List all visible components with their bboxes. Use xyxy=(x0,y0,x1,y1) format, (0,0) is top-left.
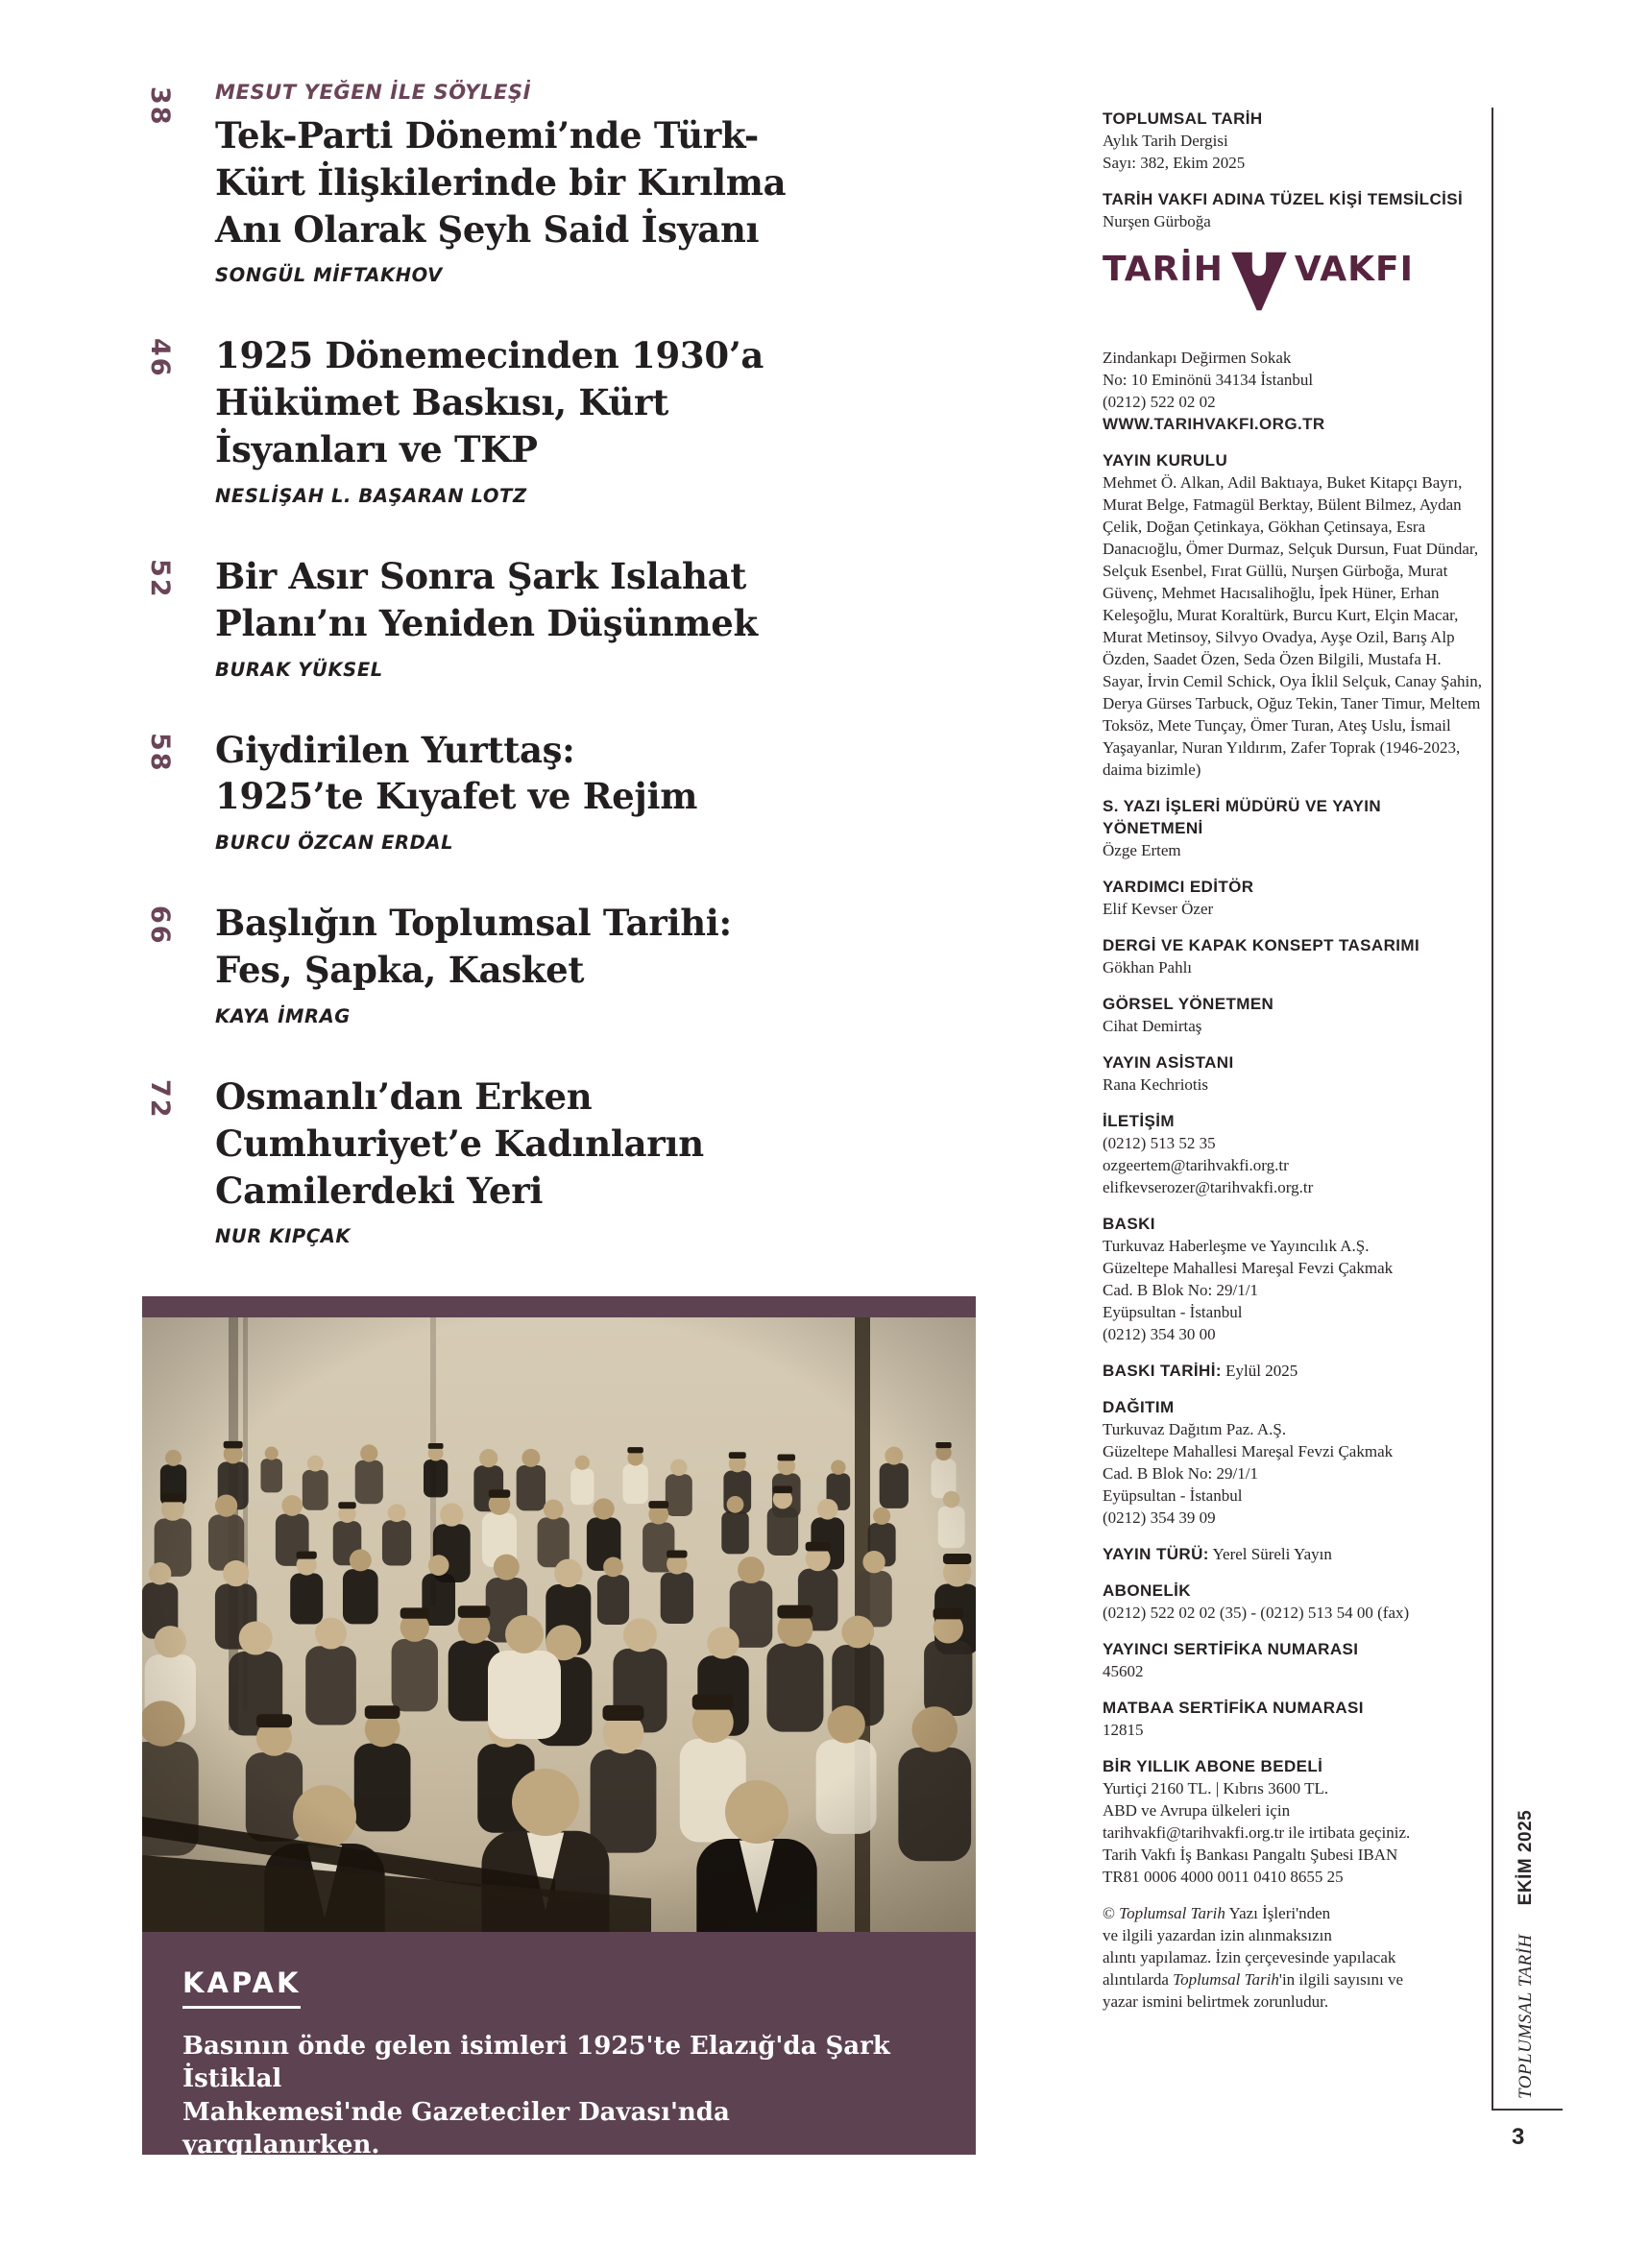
sidebar-rotated-text xyxy=(1516,1810,1537,2099)
caption-text: Basının önde gelen isimleri 1925'te Elazığ'da Şark İstiklal Mahkemesi'nde Gazeteciler Davası'nda yargılanırken. xyxy=(182,2032,890,2159)
masthead-label: DERGİ VE KAPAK KONSEPT TASARIMI xyxy=(1103,936,1420,954)
masthead-line: ABD ve Avrupa ülkeleri için xyxy=(1103,1801,1291,1820)
masthead-label: MATBAA SERTİFİKA NUMARASI xyxy=(1103,1699,1364,1717)
masthead-line: Tarih Vakfı İş Bankası Pangaltı Şubesi IBAN xyxy=(1103,1846,1398,1864)
toc-article xyxy=(140,727,989,855)
article-page-number: 72 xyxy=(145,1078,175,1120)
masthead-label: DAĞITIM xyxy=(1103,1398,1175,1416)
masthead-line: Cad. B Blok No: 29/1/1 xyxy=(1103,1464,1258,1483)
tarih-vakfi-v-icon xyxy=(1230,247,1288,316)
article-author: BURAK YÜKSEL xyxy=(215,658,383,681)
masthead-art-director xyxy=(1103,993,1483,1037)
article-page-number: 38 xyxy=(145,86,175,127)
masthead-line: ozgeertem@tarihvakfi.org.tr xyxy=(1103,1156,1289,1174)
caption-title: KAPAK xyxy=(182,1966,301,2009)
masthead-line: Mehmet Ö. Alkan, Adil Baktıaya, Buket Kitapçı Bayrı, Murat Belge, Fatmagül Berktay, Bülent Bilmez, Aydan Çelik, Doğan Çetinkaya, Gökhan Çetinsaya, Esra Danacıoğlu, Ömer Durmaz, Selçuk Dursun, Fuat Dündar, Selçuk Esenbel, Fırat Güllü, Nurşen Gürboğa, Murat Güvenç, Mehmet Hacısalihoğlu, İpek Hüner, Erhan Keleşoğlu, Murat Koraltürk, Burcu Kurt, Elçin Macar, Murat Metinsoy, Silvyo Ovadya, Ayşe Ozil, Barış Alp Özden, Saadet Özen, Seda Özen Bilgili, Mustafa H. Sayar, İrvin Cemil Schick, Oya İklil Selçuk, Canay Şahin, Derya Gürses Tarbuck, Oğuz Tekin, Taner Timur, Meltem Toksöz, Mete Tunçay, Ömer Turan, Ateş Uslu, İsmail Yaşayanlar, Nuran Yıldırım, Zafer Toprak (1946-2023, daima bizimle) xyxy=(1103,473,1482,779)
masthead-line: WWW.TARIHVAKFI.ORG.TR xyxy=(1103,415,1325,433)
masthead-label: İLETİŞİM xyxy=(1103,1112,1175,1130)
masthead-label: YAYIN ASİSTANI xyxy=(1103,1053,1234,1072)
article-author: SONGÜL MİFTAKHOV xyxy=(215,264,443,287)
logo-word-left: TARİH xyxy=(1103,250,1224,289)
toc-article xyxy=(140,332,989,506)
masthead-label: BASKI TARİHİ: Eylül 2025 xyxy=(1103,1362,1298,1380)
masthead-line: Eyüpsultan - İstanbul xyxy=(1103,1486,1243,1505)
masthead-copyright xyxy=(1103,1902,1483,2013)
masthead-line: Cad. B Blok No: 29/1/1 xyxy=(1103,1281,1258,1299)
article-author: BURCU ÖZCAN ERDAL xyxy=(215,832,454,855)
masthead-label: S. YAZI İŞLERİ MÜDÜRÜ VE YAYIN YÖNETMENİ xyxy=(1103,797,1382,837)
masthead-printing xyxy=(1103,1213,1483,1345)
article-page-number: 58 xyxy=(145,732,175,773)
vertical-rule xyxy=(1492,108,1493,2111)
masthead-line: 45602 xyxy=(1103,1662,1144,1680)
caption-source: Kaynak: Pera Mezat. xyxy=(182,2165,445,2195)
masthead-line: (0212) 354 30 00 xyxy=(1103,1325,1216,1343)
article-title: Giydirilen Yurttaş: 1925’te Kıyafet ve Rejim xyxy=(215,728,698,818)
masthead-representative xyxy=(1103,188,1483,232)
masthead-line: Güzeltepe Mahallesi Mareşal Fevzi Çakmak xyxy=(1103,1259,1394,1277)
article-page-number: 46 xyxy=(145,338,175,379)
article-kicker: MESUT YEĞEN İLE SÖYLEŞİ xyxy=(215,81,532,104)
cover-block xyxy=(142,1296,976,2195)
article-page-number: 66 xyxy=(145,905,175,946)
toc-article xyxy=(140,1074,989,1247)
article-title: Bir Asır Sonra Şark Islahat Planı’nı Yeniden Düşünmek xyxy=(215,554,758,644)
masthead-line: Eyüpsultan - İstanbul xyxy=(1103,1303,1243,1321)
masthead-line: Güzeltepe Mahallesi Mareşal Fevzi Çakmak xyxy=(1103,1442,1394,1460)
masthead-sections-top xyxy=(1103,108,1483,232)
masthead-line: Cihat Demirtaş xyxy=(1103,1017,1202,1035)
masthead-label: YAYINCI SERTİFİKA NUMARASI xyxy=(1103,1640,1359,1658)
folio-rule xyxy=(1492,2109,1563,2111)
masthead-line: (0212) 522 02 02 (35) - (0212) 513 54 00 (fax) xyxy=(1103,1604,1410,1622)
masthead-column xyxy=(1103,108,1483,2027)
article-title: Başlığın Toplumsal Tarihi: Fes, Şapka, Kasket xyxy=(215,902,732,992)
masthead-subscription xyxy=(1103,1580,1483,1624)
masthead-publishing-assistant xyxy=(1103,1051,1483,1096)
cover-caption xyxy=(142,1932,976,2195)
article-author: NESLİŞAH L. BAŞARAN LOTZ xyxy=(215,484,527,507)
masthead-line: Turkuvaz Dağıtım Paz. A.Ş. xyxy=(1103,1420,1287,1438)
page-number: 3 xyxy=(1512,2124,1525,2150)
masthead-label: YAYIN TÜRÜ: Yerel Süreli Yayın xyxy=(1103,1545,1332,1563)
masthead-publisher-certificate xyxy=(1103,1638,1483,1682)
sidebar-issue: EKİM 2025 xyxy=(1516,1809,1536,1906)
masthead-label: TARİH VAKFI ADINA TÜZEL KİŞİ TEMSİLCİSİ xyxy=(1103,190,1464,208)
masthead-line: Rana Kechriotis xyxy=(1103,1075,1208,1094)
masthead-line: tarihvakfi@tarihvakfi.org.tr ile irtibata geçiniz. xyxy=(1103,1823,1411,1842)
cover-photo xyxy=(142,1317,976,1932)
article-author: KAYA İMRAG xyxy=(215,1004,351,1027)
masthead-line: 12815 xyxy=(1103,1721,1144,1739)
masthead-design xyxy=(1103,934,1483,978)
masthead-subscription-fee xyxy=(1103,1755,1483,1888)
masthead-line: Gökhan Pahlı xyxy=(1103,958,1193,977)
masthead-line: (0212) 513 52 35 xyxy=(1103,1134,1216,1152)
toc-article xyxy=(140,553,989,681)
masthead-line: yazar ismini belirtmek zorunludur. xyxy=(1103,1992,1329,2011)
masthead-label: YAYIN KURULU xyxy=(1103,451,1228,470)
masthead-line: alıntılarda Toplumsal Tarih'in ilgili sayısını ve xyxy=(1103,1970,1404,1989)
masthead-line: Özge Ertem xyxy=(1103,841,1181,859)
toc-article xyxy=(140,900,989,1027)
masthead-contact xyxy=(1103,1110,1483,1198)
articles-list xyxy=(140,81,989,1293)
article-title: Osmanlı’dan Erken Cumhuriyet’e Kadınların Camilerdeki Yeri xyxy=(215,1074,704,1212)
masthead-label: BASKI xyxy=(1103,1215,1155,1233)
masthead-editorial-board xyxy=(1103,449,1483,781)
masthead-line: Elif Kevser Özer xyxy=(1103,900,1214,918)
masthead-line: Turkuvaz Haberleşme ve Yayıncılık A.Ş. xyxy=(1103,1237,1370,1255)
masthead-assistant-editor xyxy=(1103,876,1483,920)
masthead-line: Sayı: 382, Ekim 2025 xyxy=(1103,154,1246,172)
masthead-address xyxy=(1103,347,1483,435)
article-title: Tek-Parti Dönemi’nde Türk- Kürt İlişkilerinde bir Kırılma Anı Olarak Şeyh Said İsyanı xyxy=(215,114,787,251)
article-page-number: 52 xyxy=(145,558,175,599)
masthead-line: Zindankapı Değirmen Sokak xyxy=(1103,349,1292,367)
masthead-label: TOPLUMSAL TARİH xyxy=(1103,109,1263,128)
masthead-printer-certificate xyxy=(1103,1697,1483,1741)
masthead-line: alıntı yapılamaz. İzin çerçevesinde yapılacak xyxy=(1103,1948,1396,1966)
masthead-label: BİR YILLIK ABONE BEDELİ xyxy=(1103,1757,1323,1775)
masthead-label: YARDIMCI EDİTÖR xyxy=(1103,878,1254,896)
masthead-label: ABONELİK xyxy=(1103,1581,1191,1600)
masthead-label: GÖRSEL YÖNETMEN xyxy=(1103,995,1274,1013)
masthead-line: (0212) 522 02 02 xyxy=(1103,393,1216,411)
article-author: NUR KIPÇAK xyxy=(215,1225,352,1248)
masthead-line: © Toplumsal Tarih Yazı İşleri'nden xyxy=(1103,1904,1331,1922)
masthead-line: TR81 0006 4000 0011 0410 8655 25 xyxy=(1103,1868,1344,1886)
masthead-line: Yurtiçi 2160 TL. | Kıbrıs 3600 TL. xyxy=(1103,1779,1329,1798)
masthead-line: No: 10 Eminönü 34134 İstanbul xyxy=(1103,371,1314,389)
masthead-line: Aylık Tarih Dergisi xyxy=(1103,132,1228,150)
masthead-magazine xyxy=(1103,108,1483,174)
masthead-print-date xyxy=(1103,1360,1483,1382)
logo-word-right: VAKFI xyxy=(1294,250,1415,289)
masthead-distribution xyxy=(1103,1396,1483,1529)
masthead-sections-rest xyxy=(1103,347,1483,2013)
sidebar-magazine-name: TOPLUMSAL TARİH xyxy=(1516,1934,1536,2099)
masthead-publication-type xyxy=(1103,1543,1483,1565)
masthead-line: elifkevserozer@tarihvakfi.org.tr xyxy=(1103,1178,1314,1196)
toc-article xyxy=(140,81,989,286)
masthead-managing-editor xyxy=(1103,795,1483,861)
masthead-line: Nurşen Gürboğa xyxy=(1103,212,1211,230)
masthead-line: (0212) 354 39 09 xyxy=(1103,1508,1216,1527)
masthead-line: ve ilgili yazardan izin alınmaksızın xyxy=(1103,1926,1332,1944)
tarih-vakfi-logo xyxy=(1103,247,1483,327)
photo-top-bar xyxy=(142,1296,976,1317)
article-title: 1925 Dönemecinden 1930’a Hükümet Baskısı, Kürt İsyanları ve TKP xyxy=(215,334,764,471)
